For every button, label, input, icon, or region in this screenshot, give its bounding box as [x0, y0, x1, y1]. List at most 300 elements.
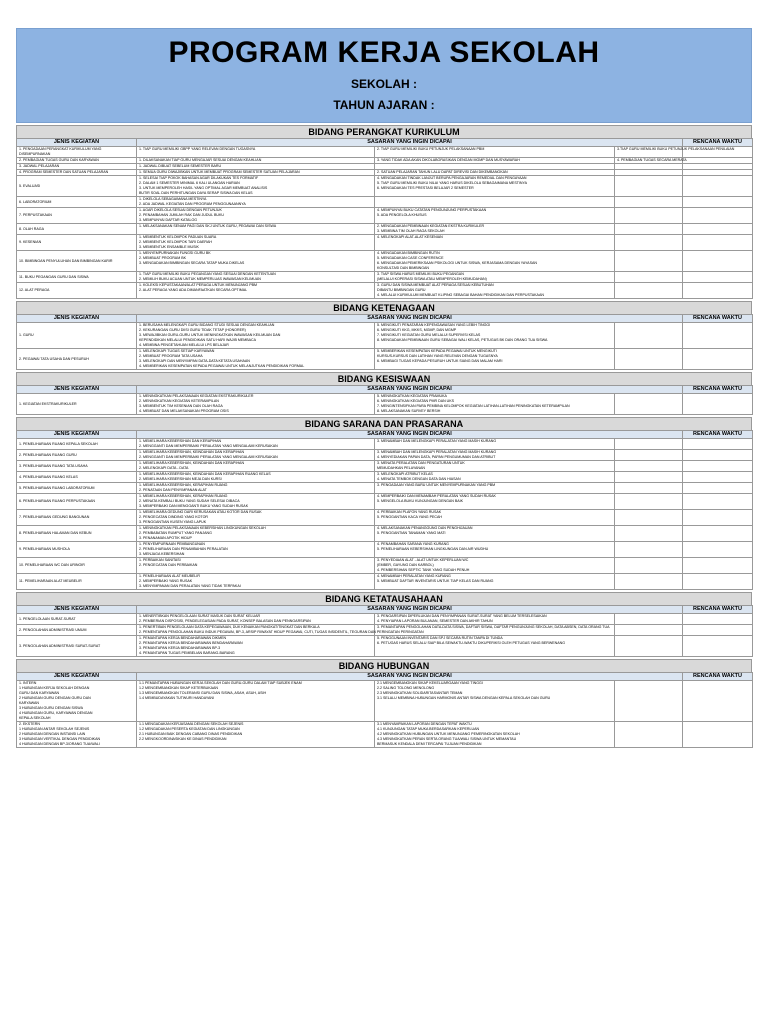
activity-cell [17, 323, 137, 349]
cell-line: 2. PEMELIHARAAN RUANG GURU [19, 452, 77, 457]
target-cell-2 [375, 614, 615, 625]
cell-line: 1. PEMANTAPAN KERJA BENDAHARAWAN DIKMEN [139, 636, 227, 640]
cell-line: 2. PEMELIHARAAN DAN PENAMBAHAN PERALATAN [139, 547, 228, 551]
cell-line: 1. MENYEMPURNAKAN FUNGSI GURU BK [139, 251, 211, 255]
target-cell-2 [375, 208, 615, 224]
table-row [17, 461, 753, 472]
activity-cell [17, 526, 137, 542]
cell-line: 4.1 KUNJUNGAN TATAP MUKA BERDASARKAN KEPERLUAN [377, 727, 480, 731]
cell-line: 5. EVALUASI [19, 183, 41, 188]
cell-line: 4. MELENGKAPI ALAT-ALAT KESENIAN [377, 235, 443, 239]
cell-line: 3. MENAMBAH DAN MELENGKAPI PERALATAN YANG MASIH KURANG [377, 439, 497, 443]
cell-line: GURU DAN KARYAWAN [19, 691, 60, 695]
column-header-sasaran: SASARAN YANG INGIN DICAPAI [137, 315, 683, 323]
cell-line: 2. PEMANTAPAN KERJA BENDAHARAWAN BENDAHARAWAN [139, 641, 243, 645]
cell-line: 3. MEMBINA TIM OLAH RAGA SEKOLAH [377, 229, 445, 233]
cell-line: 6. MENGADAKAN TES PRESTASI BELAJAR 2 SEMESTER [377, 186, 474, 190]
target-cell-3 [615, 558, 683, 574]
column-header-row [17, 431, 753, 439]
cell-line: 4. MEMBERIKAN KESEMPATAN KEPADA PEGAWAI UNTUK MELANJUTKAN PENDIDIKAN FORMAL [139, 364, 305, 368]
target-cell-1 [137, 208, 375, 224]
cell-line: 4. MELALUI KURIKULUM MEMBUAT KLIPING SEBAGAI BAHAN PENDIDIKAN DAN PERPUSTAKAAN [377, 293, 544, 297]
section-table [16, 672, 753, 748]
schedule-cell[interactable] [683, 176, 753, 197]
cell-line: 2. PENGECATAN DINDING YANG KOTOR [139, 515, 208, 519]
cell-line: 3. TIAP SISWA HARUS MEMILIKI BUKU PEGANGAN [377, 272, 464, 276]
target-cell-3 [615, 439, 683, 450]
cell-line: 1. KEGIATAN EKSTRAKURIKULER [19, 401, 77, 406]
table-row [17, 147, 753, 158]
target-cell-3 [615, 323, 683, 349]
cell-line: 4. MEMBUAT DAN MELAKSANAKAN PROGRAM OSIS [139, 409, 229, 413]
target-cell-3 [615, 542, 683, 558]
cell-line: MEMUDAHKAN PELAYANAN [377, 466, 425, 470]
cell-line: 1. MEMELIHARA KEBERSIHAN DAN KERAPIHAN [139, 439, 222, 443]
target-cell-3 [615, 614, 683, 625]
target-cell-2 [375, 176, 615, 197]
target-cell-3 [615, 283, 683, 299]
cell-line: 1. PENYEMPURNAAN PEMBANGUNAN [139, 542, 205, 546]
target-cell-2 [375, 235, 615, 251]
cell-line: 1.2 MENGADAKAN PESERTA KEGIATAN DAN LINGKUNGAN [139, 727, 240, 731]
cell-line: 5. MENGELOLA BUKU KUNJUNGAN DENGAN BAIK [377, 499, 464, 503]
section-table [16, 138, 753, 299]
cell-line: 5. PENGGANTIAN TANAMAN YANG MATI [377, 531, 446, 535]
schedule-cell[interactable] [683, 574, 753, 590]
cell-line: 4. PEMBERSIHAN SEPTIC TANK YANG SUDAH PENUH [377, 568, 470, 572]
cell-line: 3. PEMELIHARAAN RUANG TATA USAHA [19, 463, 88, 468]
cell-line: 3. MELENGKAPI DAN MENYIMPAN DATA-DATA KETATA USAHAAN [139, 359, 250, 363]
schedule-cell[interactable] [683, 208, 753, 224]
cell-line: 1. MEMELIHARA GEDUNG DARI KERUSAKAN ATAU KOTOR DAN RUSAK [139, 510, 262, 514]
table-row [17, 176, 753, 197]
column-header-jenis: JENIS KEGIATAN [17, 315, 137, 323]
column-header-sasaran: SASARAN YANG INGIN DICAPAI [137, 139, 683, 147]
cell-line: 1.2 MENGEMBANGKAN SIKAP KETERBUKAAN [139, 686, 219, 690]
activity-cell [17, 349, 137, 370]
target-cell-2 [375, 197, 615, 208]
schedule-cell[interactable] [683, 224, 753, 235]
cell-line: 2. MEMPERBAIKI YANG RUSAK [139, 579, 193, 583]
cell-line: 4.3 MENINGKATKAN PERAN SERTA ORANG TUA/WALI SISWA UNTUK MEMANTAU [377, 737, 517, 741]
cell-line: 1.3 MENGEMBANGKAN TOLERANSI GURU DAN SISWA, ASAH, ASUH, ASIH [139, 691, 267, 695]
column-header-jenis: JENIS KEGIATAN [17, 386, 137, 394]
target-cell-1 [137, 147, 375, 158]
table-row [17, 224, 753, 235]
cell-line: 3. MENATA PERALATAN DAN PENGATURAN UNTUK [377, 461, 465, 465]
column-header-jenis: JENIS KEGIATAN [17, 431, 137, 439]
schedule-cell[interactable] [683, 197, 753, 208]
cell-line: 1. KOLEKSI KEPUSTAKAAN/ALAT PERAGA UNTUK MENUNJANG PBM [139, 283, 258, 287]
cell-line: 4. MENGADAKAN BIMBINGAN RUTIN [377, 251, 440, 255]
cell-line: 3. PENGARSIPAN DIPERLUKAN DAN PENYIMPANAN SURAT-SURAT YANG BELUM TERSELESAIKAN [377, 614, 547, 618]
cell-line: 4 HUBUNGAN DENGAN BP-3/ORANG TUA/WALI [19, 742, 100, 746]
target-cell-1 [137, 558, 375, 574]
schedule-cell[interactable] [683, 625, 753, 636]
cell-line: 4. MELAKSANAKAN PENANGGUNG DAN PENGHIJAUAN [377, 526, 473, 530]
table-row [17, 323, 753, 349]
target-cell-2 [375, 636, 615, 657]
schedule-cell[interactable] [683, 461, 753, 472]
cell-line: 4. PROGRAM SEMESTER DAN SATUAN PELAJARAN [19, 170, 109, 174]
cell-line: 1. PENGELOLAAN SURAT-SURAT [19, 616, 76, 621]
activity-cell [17, 450, 137, 461]
schedule-cell[interactable] [683, 636, 753, 657]
schedule-cell[interactable] [683, 542, 753, 558]
cell-line: 3. PENGGANTIAN KUSEN YANG LAPUK [139, 520, 207, 524]
target-cell-1 [137, 574, 375, 590]
cell-line: 3. PENYEDIAAN ALAT - ALAT UNTUK KEPERLUAN WC [377, 558, 469, 562]
cell-line: 2. DALAM 1 SEMESTER MINIMAL 6 KALI ULANGAN HARIAN [139, 181, 240, 185]
cell-line: 1. DIKELOLA SEBAGAIMANA MESTINYA [139, 197, 207, 201]
cell-line: BUTIR SOAL DAN PERHITUNGAN DAYA SERAP SISWA DAN KELAS [139, 191, 253, 195]
column-header-sasaran: SASARAN YANG INGIN DICAPAI [137, 431, 683, 439]
activity-cell [17, 208, 137, 224]
activity-cell [17, 251, 137, 272]
cell-line: 1 HUBUNGAN KERJA SEKOLAH DENGAN [19, 686, 90, 690]
cell-line: 9. PEMELIHARAAN MUSHOLA [19, 547, 70, 551]
cell-line: 1. PENGADAAN PERANGKAT KURIKULUM YANG [19, 147, 102, 151]
activity-cell [17, 636, 137, 657]
cell-line: 1.1 PEMANTAPAN HUBUNGAN KERJA SEKOLAH DAN GURU-GURU DALAM TIAP SUBJEK ENAM [139, 681, 302, 685]
cell-line: 6. LABORATORIUM [19, 199, 52, 204]
target-cell-2 [375, 472, 615, 483]
cell-line: 2. MEMBUAT PROGRAM BK [139, 256, 186, 260]
cell-line: 3. MEMPUNYAI DAFTAR KATALOG [139, 218, 198, 222]
cell-line: 2.1 MENGEMBANGKAN SIKAP KEKELUARGAAN YANG TINGGI [377, 681, 483, 685]
cell-line: 1.1 MENGADAKAN KERJASAMA DENGAN SEKOLAH SEJENIS [139, 722, 244, 726]
table-row [17, 558, 753, 574]
target-cell-3 [615, 176, 683, 197]
schedule-cell[interactable] [683, 510, 753, 526]
cell-line: 2. MEMBUAT PROGRAM TATA USAHA [139, 354, 203, 358]
cell-line: 5. PENGGUNAAN INVENTARIS DAN SPJ SECARA RUTIN TANPA DI TUNDA [377, 636, 503, 640]
target-cell-3 [615, 510, 683, 526]
target-cell-1 [137, 614, 375, 625]
table-row [17, 614, 753, 625]
target-cell-1 [137, 625, 424, 636]
cell-line: 2 HUBUNGAN GURU DENGAN GURU DAN [19, 696, 91, 700]
activity-cell [17, 461, 137, 472]
cell-line: 2. PEMBERIAN DISPOSISI, PENDELEGASIAN PADA SURAT, KONSEP BALASAN DAN PENNGARSIPAN [139, 619, 311, 623]
target-cell-1 [137, 235, 375, 251]
table-row [17, 472, 753, 483]
cell-line: 2. PEMBAGIAN TUGAS GURU DAN KARYAWAN [19, 158, 99, 162]
cell-line: 2. MEMBENTUK KELOMPOK TARI DAERAH [139, 240, 212, 244]
activity-cell [17, 510, 137, 526]
cell-line: 5. MENGADAKAN CASE CONFERENCE [377, 256, 444, 260]
target-cell-2 [375, 349, 615, 370]
target-cell-2 [375, 147, 615, 158]
activity-cell [17, 574, 137, 590]
table-row [17, 208, 753, 224]
cell-line: 3. PENGADAAN YANG BARU UNTUK MENYEMPURNAKAN YANG PBM [377, 483, 496, 487]
cell-line: 4. PEMANTAPAN TUGAS PEMBELIAN BARANG-BARANG [139, 651, 235, 655]
column-header-row [17, 315, 753, 323]
cell-line: 3. JADWAL PELAJARAN [19, 164, 60, 168]
activity-cell [17, 439, 137, 450]
target-cell-2 [375, 574, 615, 590]
cell-line: 1. MENINGKATKAN PELAKSANAAN KEBERSIHAN LINGKUNGAN SEKOLAH [139, 526, 266, 530]
table-row [17, 542, 753, 558]
target-cell-3 [615, 625, 683, 636]
table-row [17, 235, 753, 251]
target-cell-1 [137, 461, 375, 472]
target-cell-2 [375, 251, 615, 272]
cell-line: 1. MELENGKAPI TUGAS SETIAP KARYAWAN [139, 349, 215, 353]
cell-line: 5. MEMBERIKAN KESEMPATAN KEPADA PEGAWAI UNTUK MENGIKUTI [377, 349, 497, 353]
cell-line: 1. MEMBENTUK KELOMPOK PADUAN SUARA [139, 235, 217, 239]
target-cell-1 [137, 681, 375, 722]
table-row [17, 450, 753, 461]
cell-line: 9. KESENIAN [19, 240, 42, 244]
cell-line: 4. MEMBINA PENGETAHUAN MELALUI LPS BELAJAR [139, 343, 229, 347]
schedule-cell[interactable] [683, 283, 753, 299]
target-cell-1 [137, 197, 375, 208]
target-cell-3 [615, 224, 683, 235]
cell-line: 2. MENINGKATKAN KEGIATAN KETERAMPILAN [139, 399, 219, 403]
cell-line: (MELALUI KOPERASI SISWA ATAU MEMPEROLEH KEMUDAHAN) [377, 277, 487, 281]
schedule-cell[interactable] [683, 272, 753, 283]
cell-line: 3. PEMANTAPAN KERJA BENDAHARAWAN BP-3 [139, 646, 221, 650]
activity-cell [17, 147, 137, 158]
table-row [17, 722, 753, 748]
activity-cell [17, 224, 137, 235]
table-row [17, 272, 753, 283]
target-cell-2 [375, 542, 615, 558]
cell-line: 2. MEMELIHARA KEBERSIHAN MEJA DAN KURSI [139, 477, 222, 481]
cell-line: 2. PENAMBAHAN JUMLAH RAK DAN JUDUL BUKU [139, 213, 224, 217]
cell-line: 2. PENGOLAHAN ADMINISTRASI UMUM [19, 627, 87, 632]
cell-line: 3. MENGADAKAN BIMBINGAN SECARA TATAP MUKA DIKELAS [139, 261, 245, 265]
target-cell-3 [615, 526, 683, 542]
table-row [17, 494, 753, 510]
target-cell-1 [137, 323, 375, 349]
target-cell-3 [615, 483, 683, 494]
target-cell-2 [375, 439, 615, 450]
cell-line: 8. MENGADAKAN PEMBINAAN GURU SEBAGAI WALI KELAS, PETUGAS BK DAN ORANG TUA SISWA [377, 338, 548, 342]
target-cell-1 [137, 510, 375, 526]
target-cell-1 [137, 494, 375, 510]
cell-line: 2. ADA JADWAL KEGIATAN DAN PROGRAM PENGGUNAANNYA [139, 202, 246, 206]
target-cell-2 [375, 323, 615, 349]
cell-line: 4. MENGADAKAN TINDAK LANJUT BERUPA PENGAJARAN REMEDIAL DAN PENGAYAAN [377, 176, 527, 180]
cell-line: 7. MENGIKUTI KEGIATAN GURU MELALUI SUPERVISI KELAS [377, 333, 481, 337]
cell-line: 2.2 SALING TOLONG MENOLONG [377, 686, 435, 690]
schedule-cell[interactable] [683, 526, 753, 542]
target-cell-1 [137, 251, 375, 272]
cell-line: 4. MENYEDIAKAN PAPAN DATA, PAPAN PENGUMUMAN DAN ATRIBUT [377, 455, 496, 459]
page-title: PROGRAM KERJA SEKOLAH [168, 36, 600, 69]
column-header-rencana: RENCANA WAKTU [683, 139, 753, 147]
cell-line: 4. PENYIAPAN LAPORAN BULANAN, SEMESTER DAN AKHIR TAHUN [377, 619, 493, 623]
cell-line: 4. PENAMBAHAN SARANA YANG KURANG [377, 542, 449, 546]
cell-line: 6. MENGADAKAN PEMERIKSAAN PSIKOLOGI UNTUK SISWA, KERJASAMA DENGAN YAYASAN [377, 261, 537, 265]
cell-line: 5. ADA PENGELOLA KHUSUS [377, 213, 427, 217]
cell-line: (EMBER, GAYUNG DAN KARBOL) [377, 563, 434, 567]
target-cell-2 [375, 394, 615, 415]
section-table [16, 314, 753, 370]
target-cell-2 [375, 722, 615, 748]
section-title: BIDANG HUBUNGAN [16, 659, 752, 672]
target-cell-1 [137, 636, 375, 657]
table-row [17, 510, 753, 526]
target-cell-1 [137, 349, 375, 370]
column-header-jenis: JENIS KEGIATAN [17, 139, 137, 147]
cell-line: 3. MEWAJIBKAN GURU-GURU UNTUK MENINGKATKAN WAWASAN KEILMUAN DAN [139, 333, 281, 337]
schedule-cell[interactable] [683, 614, 753, 625]
activity-cell [17, 722, 137, 748]
target-cell-1 [137, 450, 375, 461]
cell-line: 5. MENGIKUTI PENATARAN KEPENGAWASAN YANG LEBIH TINGGI [377, 323, 491, 327]
target-cell-2 [375, 461, 615, 472]
cell-line: 4. MENAMBAH PERALATAN YANG KURANG [377, 574, 451, 578]
cell-line: 2. ALAT PERAGA YANG ADA DIMANFAATKAN SECARA OPTIMAL [139, 288, 248, 292]
activity-cell [17, 681, 137, 722]
schedule-cell[interactable] [683, 472, 753, 483]
cell-line: 4 HUBUNGAN GURU, KARYAWAN DENGAN [19, 711, 93, 715]
cell-line: 10. BIMBINGAN PENYULUHAN DAN BIMBINGAN KARIR [19, 258, 113, 263]
cell-line: KONSULTASI DAN BIMBINGAN [377, 266, 429, 270]
cell-line: 2. PENATAAN DAN PENYIMPANAN ALAT [139, 488, 207, 492]
target-cell-1 [137, 439, 375, 450]
cell-line: 11. PEMELIHARAAN ALAT MEUBELIR [19, 579, 82, 583]
target-cell-2 [375, 526, 615, 542]
academic-year-label: TAHUN AJARAN : [333, 98, 435, 112]
cell-line: 6. MEMBAGI TUGAS KEPADA PESURUH UNTUK SIANG DAN MALAM HARI [377, 359, 503, 363]
schedule-cell[interactable] [683, 323, 753, 349]
cell-line: 4.2 MENINGKATKAN HUBUNGAN UNTUK MENUNJANG PEMERINGKATAN SEKOLAH [377, 732, 520, 736]
cell-line: 1. TIAP GURU MEMILIKI BUKU PEGANGAN YANG SESUAI DENGAN KETENTUAN [139, 272, 276, 276]
target-cell-2 [375, 272, 615, 283]
cell-line: 2. PENGECATAN DAN PERBAIKAN [139, 563, 198, 567]
cell-line: 6. PEMELIHARAAN RUANG PERPUSTAKAAN [19, 499, 96, 503]
target-cell-1 [137, 722, 375, 748]
cell-line: 2.1 HUBUNGAN BAIK DENGAN CABANG DINAS PENDIDIKAN [139, 732, 243, 736]
activity-cell [17, 558, 137, 574]
section-title: BIDANG KETENAGAAN [16, 301, 752, 314]
cell-line: 7. MENGINTENSIFKAN PARA PEMBINA KELOMPOK KEGIATAN LATIHAN-LATIHAN PENINGKATAN KETERAMPILAN [377, 404, 570, 408]
cell-line: 1 HUBUNGAN ANTAR SEKOLAH SEJENIS [19, 727, 90, 731]
cell-line: 5. PEMELIHARAAN KEBERSIHAN LINGKUNGAN DAN AIR WUDHU [377, 547, 489, 551]
table-row [17, 349, 753, 370]
table-row [17, 394, 753, 415]
target-cell-1 [137, 483, 375, 494]
target-cell-3 [615, 636, 683, 657]
activity-cell [17, 625, 137, 636]
target-cell-3 [615, 208, 683, 224]
cell-line: 1. MEMELIHARA KEBERSIHAN, KERAPIHAN RUANG [139, 494, 228, 498]
cell-line: 1. MENERTIBKAN PENGELOLAAN SURAT MASUK DAN SURAT KELUAR [139, 614, 261, 618]
cell-line: 8. OLAH RAGA [19, 226, 44, 231]
column-header-rencana: RENCANA WAKTU [683, 606, 753, 614]
cell-line: 2. MENGGANTI DAN MEMPERBAIKI PERALATAN YANG MENGALAMI KERUSAKAN [139, 444, 278, 448]
cell-line: 3. MENJAGA KEBERSIHAN [139, 552, 185, 556]
schedule-cell[interactable] [683, 483, 753, 494]
cell-line: 3.TIAP GURU MEMILIKI BUKU PETUNJUK PELAKSANAAN PENILAIAN [617, 147, 735, 151]
cell-line: 2. PEMBABATAN RUMPUT YANG PANJANG [139, 531, 212, 535]
cell-line: 3. MENAMBAH DAN MELENGKAPI PERALATAN YANG MASIH KURANG [377, 450, 497, 454]
cell-line: 1. DILAKSANAKAN TIAP GURU MENGAJAR SESUAI DENGAN KEAHLIAN [139, 158, 262, 162]
cell-line: 1. MEMELIHARA KEBERSIHAN, KEINDAHAN DAN KERAPIHAN [139, 461, 245, 465]
target-cell-3 [615, 349, 683, 370]
target-cell-2 [375, 283, 615, 299]
cell-line: 1. SEMUA GURU DIWAJIBKAN UNTUK MEMBUAT PROGRAM SEMESTER SATUAN PELAJARAN [139, 170, 300, 174]
column-header-sasaran: SASARAN YANG INGIN DICAPAI [137, 673, 683, 681]
work-program-sections [16, 125, 752, 748]
cell-line: 1. PEMELIHARAAN RUANG KEPALA SEKOLAH [19, 441, 98, 446]
section-title: BIDANG SARANA DAN PRASARANA [16, 417, 752, 430]
schedule-cell[interactable] [683, 494, 753, 510]
target-cell-2 [375, 494, 615, 510]
column-header-rencana: RENCANA WAKTU [683, 673, 753, 681]
cell-line: 1. MELAKSANAKAN SENAM PAGI DAN SKJ UNTUK GURU, PEGAWAI DAN SISWA [139, 224, 277, 228]
schedule-cell[interactable] [683, 558, 753, 574]
cell-line: 5. MENINGKATKAN KEGIATAN PRAMUKA [377, 394, 447, 398]
schedule-cell[interactable] [683, 251, 753, 272]
cell-line: 2.2 MENGKOORDINASIKAN KE DINAS PENDIDIKAN [139, 737, 227, 741]
target-cell-2 [375, 224, 615, 235]
cell-line: 3. MEMPERBAIKI DAN MENGGANTI BUKU YANG SUDAH RUSAK [139, 504, 249, 508]
cell-line: 3. PEMANTAPAN PENGOLAHAN DATA-DATA SISWA, DAFTAR SISWA, DAFTAR PENGUNJUNG SEKOLAH, DATA ABSEN, DATA ORANG TUA [377, 625, 610, 629]
table-row [17, 197, 753, 208]
column-header-row [17, 386, 753, 394]
target-cell-2 [375, 510, 615, 526]
cell-line: 1. MEMELIHARA KEBERSIHAN, KEINDAHAN DAN KERAPIHAN RUANG KELAS [139, 472, 271, 476]
target-cell-3 [615, 158, 687, 164]
cell-line: 1. PENERTIBAN PENGELOLAAN DATA KEPEGAWAIAN, DUK KENAIKAN PANGKAT/TINGKAT DAN BERKALA [139, 625, 320, 629]
cell-line: 1. MENINGKATKAN PELAKSANAAN KEGIATAN EKSTRAKURIKULER [139, 394, 254, 398]
schedule-cell[interactable] [683, 235, 753, 251]
cell-line: KARYAWAN [19, 701, 39, 705]
cell-line: 8. MELAKSANAKAN SURVEY BERSIH [377, 409, 441, 413]
cell-line: 7. PERPUSTAKAAN [19, 213, 52, 217]
target-cell-3 [615, 461, 683, 472]
cell-line: 2 HUBUNGAN DENGAN INSTANSI LAIN [19, 732, 86, 736]
target-cell-3 [615, 574, 683, 590]
cell-line: 2. PEGAWAI TATA USAHA DAN PESURUH [19, 356, 89, 361]
target-cell-3 [615, 251, 683, 272]
schedule-cell[interactable] [683, 349, 753, 370]
cell-line: 2. TIAP GURU MEMILIKI BUKU PETUNJUK PELAKSANAAN PBM [377, 147, 485, 151]
schedule-cell[interactable] [683, 394, 753, 415]
cell-line: 3. MENYIMPANAN DAN PERALATAN YANG TIDAK TERPAKAI [139, 584, 241, 588]
target-cell-3 [615, 272, 683, 283]
column-header-jenis: JENIS KEGIATAN [17, 606, 137, 614]
cell-line: 8. PEMELIHARAAN HALAMAN DAN KEBUN [19, 531, 92, 535]
cell-line: 1. GURU [19, 333, 34, 337]
table-row [17, 625, 753, 636]
activity-cell [17, 197, 137, 208]
schedule-cell[interactable] [683, 439, 753, 450]
target-cell-1 [137, 542, 375, 558]
schedule-cell[interactable] [683, 681, 753, 722]
column-header-rencana: RENCANA WAKTU [683, 315, 753, 323]
cell-line: 12. ALAT PERAGA [19, 288, 50, 292]
target-cell-2 [375, 681, 615, 722]
schedule-cell[interactable] [683, 450, 753, 461]
cell-line: 4. PEMELIHARAAN RUANG KELAS [19, 474, 78, 479]
table-row [17, 636, 753, 657]
cell-line: 3. MEMBENTUK TIM KESENIAN DAN OLAH RAGA [139, 404, 223, 408]
cell-line: 10. PEMELIHARAAN WC DAN URINOIR [19, 563, 85, 567]
column-header-row [17, 673, 753, 681]
schedule-cell[interactable] [683, 722, 753, 748]
target-cell-1 [137, 472, 375, 483]
cell-line: 1. BERUSAHA MELENGKAPI GURU BIDANG STUDI SESUAI DENGAN KEAHLIAN [139, 323, 275, 327]
target-cell-1 [137, 283, 375, 299]
activity-cell [17, 483, 137, 494]
